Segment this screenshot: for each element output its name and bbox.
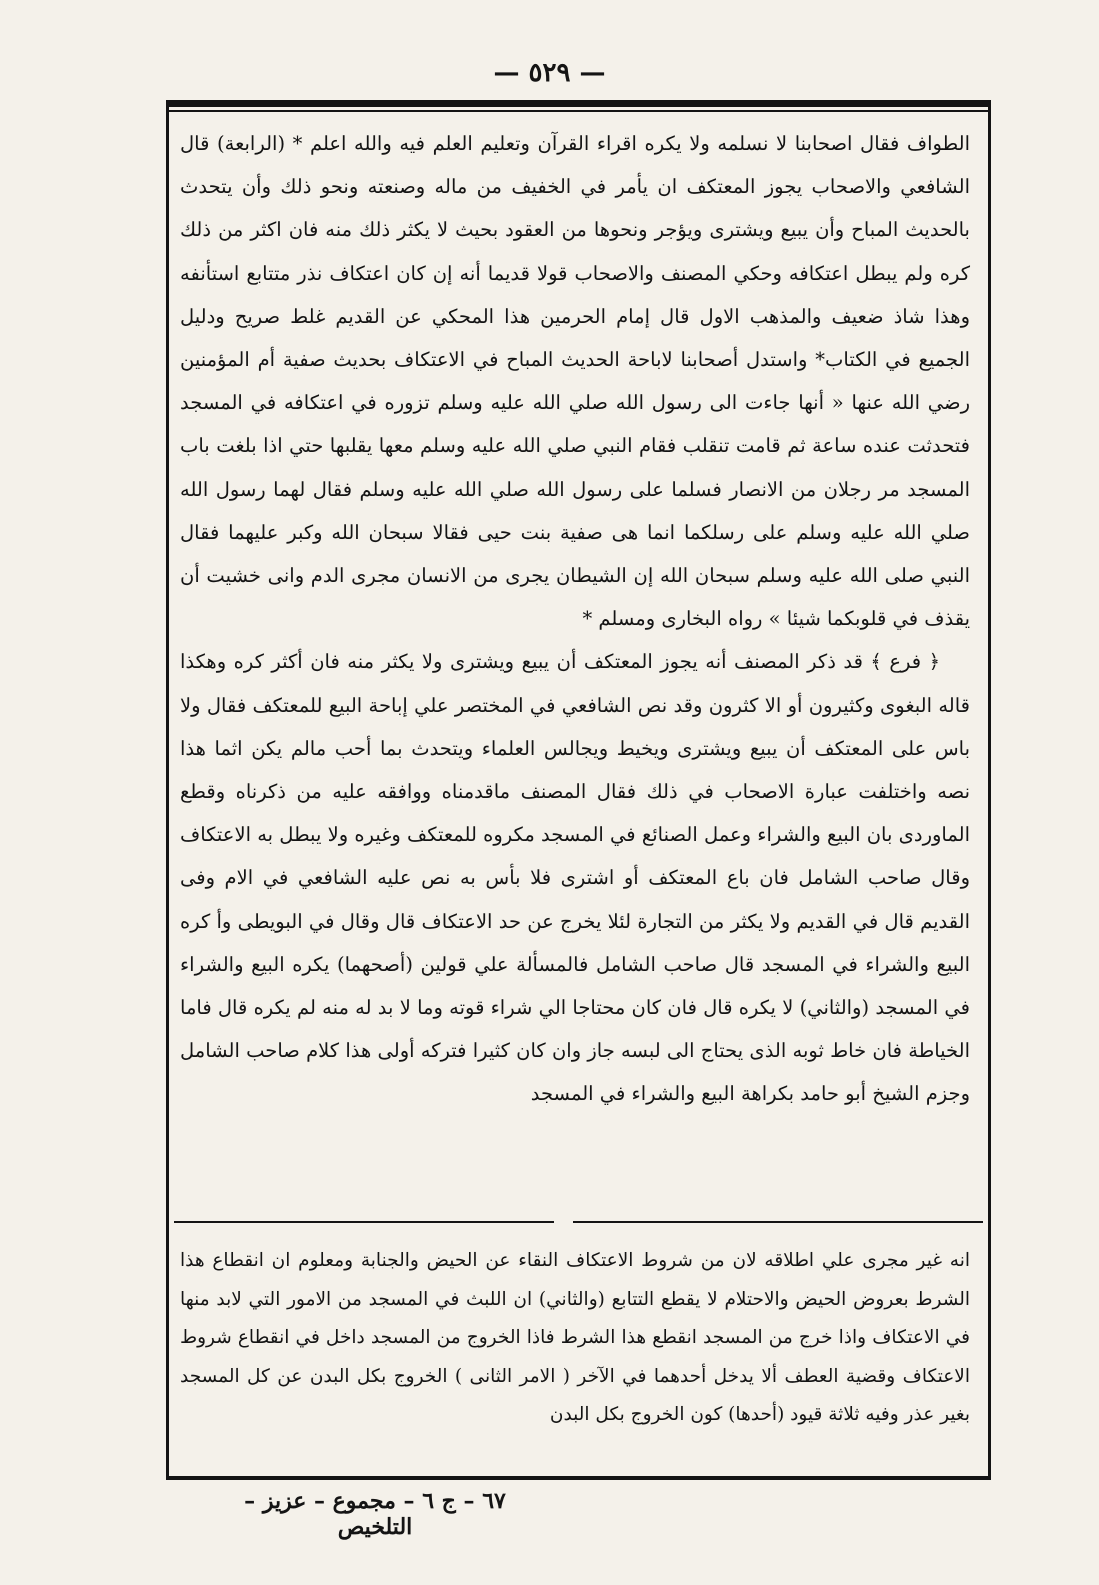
text-frame bbox=[166, 100, 991, 1480]
bottom-rule bbox=[166, 1476, 991, 1480]
divider-left bbox=[174, 1221, 554, 1223]
footnote-paragraph: انه غير مجرى علي اطلاقه لان من شروط الاعتكاف النقاء عن الحيض والجنابة ومعلوم ان انقطاع هذا الشرط بعروض الحيض والاحتلام لا يقطع التتابع (والثاني) ان اللبث في المسجد من الامور التي لابد منها في الاعتكاف واذا خرج من المسجد انقطع هذا الشرط فاذا الخروج من المسجد داخل في انقطاع شروط الاعتكاف وقضية العطف ألا يدخل أحدهما في الآخر ( الامر الثانى ) الخروج بكل البدن عن كل المسجد بغير عذر وفيه ثلاثة قيود (أحدها) كون الخروج بكل البدن bbox=[180, 1250, 970, 1425]
main-paragraph-2: ﴿ فرع ﴾ قد ذكر المصنف أنه يجوز المعتكف أن يبيع ويشترى ولا يكثر منه فان أكثر كره وهكذا قاله البغوى وكثيرون أو الا كثرون وقد نص الشافعي في المختصر علي إباحة البيع للمعتكف فقال ولا باس على المعتكف أن يبيع ويشترى ويخيط ويجالس العلماء ويتحدث بما أحب مالم يكن اثما هذا نصه واختلفت عبارة الاصحاب في ذلك فقال المصنف ماقدمناه ووافقه عليه من ذكرناه وقطع الماوردى بان البيع والشراء وعمل الصنائع في المسجد مكروه للمعتكف وغيره ولا يبطل به الاعتكاف وقال صاحب الشامل فان باع المعتكف أو اشترى فلا بأس به نص عليه الشافعي في الام وفى القديم قال في القديم ولا يكثر من التجارة لئلا يخرج عن حد الاعتكاف قال وقال في البويطى وأ كره البيع والشراء في المسجد قال صاحب الشامل فالمسألة علي قولين (أصحهما) يكره البيع والشراء في المسجد (والثاني) لا يكره قال فان كان محتاجا الي شراء قوته وما لا بد له منه لم يكره قال فاما الخياطة فان خاط ثوبه الذى يحتاج الى لبسه جاز وان كان كثيرا فتركه أولى هذا كلام صاحب الشامل وجزم الشيخ أبو حامد بكراهة البيع والشراء في المسجد bbox=[180, 650, 970, 1106]
left-border bbox=[166, 100, 169, 1480]
top-rule-thin bbox=[166, 110, 991, 112]
divider-right bbox=[573, 1221, 983, 1223]
top-rule bbox=[166, 100, 991, 107]
page-number: — ٥٢٩ — bbox=[493, 58, 606, 88]
footnote bbox=[180, 1242, 970, 1435]
footnote-divider bbox=[174, 1215, 983, 1229]
main-text bbox=[180, 122, 970, 1116]
main-paragraph-1: الطواف فقال اصحابنا لا نسلمه ولا يكره اقراء القرآن وتعليم العلم فيه والله اعلم * (الرابعة) قال الشافعي والاصحاب يجوز المعتكف ان يأمر في الخفيف من ماله وصنعته ونحو ذلك وأن يتحدث بالحديث المباح وأن يبيع ويشترى ويؤجر ونحوها من العقود بحيث لا يكثر ذلك منه فان اكثر من ذلك كره ولم يبطل اعتكافه وحكي المصنف والاصحاب قولا قديما أنه إن كان اعتكاف نذر متتابع استأنفه وهذا شاذ ضعيف والمذهب الاول قال إمام الحرمين هذا المحكي عن القديم غلط صريح ودليل الجميع في الكتاب* واستدل أصحابنا لاباحة الحديث المباح في الاعتكاف بحديث صفية أم المؤمنين رضي الله عنها « أنها جاءت الى رسول الله صلي الله عليه وسلم تزوره في اعتكافه في المسجد فتحدثت عنده ساعة ثم قامت تنقلب فقام النبي صلي الله عليه وسلم معها يقلبها حتي اذا بلغت باب المسجد مر رجلان من الانصار فسلما على رسول الله صلي الله عليه وسلم فقال لهما رسول الله صلي الله عليه وسلم على رسلكما انما هى صفية بنت حيى فقالا سبحان الله وكبر عليهما فقال النبي صلى الله عليه وسلم سبحان الله إن الشيطان يجرى من الانسان مجرى الدم وانى خشيت أن يقذف في قلوبكما شيئا » رواه البخارى ومسلم * bbox=[180, 132, 970, 631]
signature-line: ٦٧ – ج ٦ – مجموع – عزيز – التلخيص bbox=[244, 1488, 506, 1540]
right-border bbox=[988, 100, 991, 1480]
